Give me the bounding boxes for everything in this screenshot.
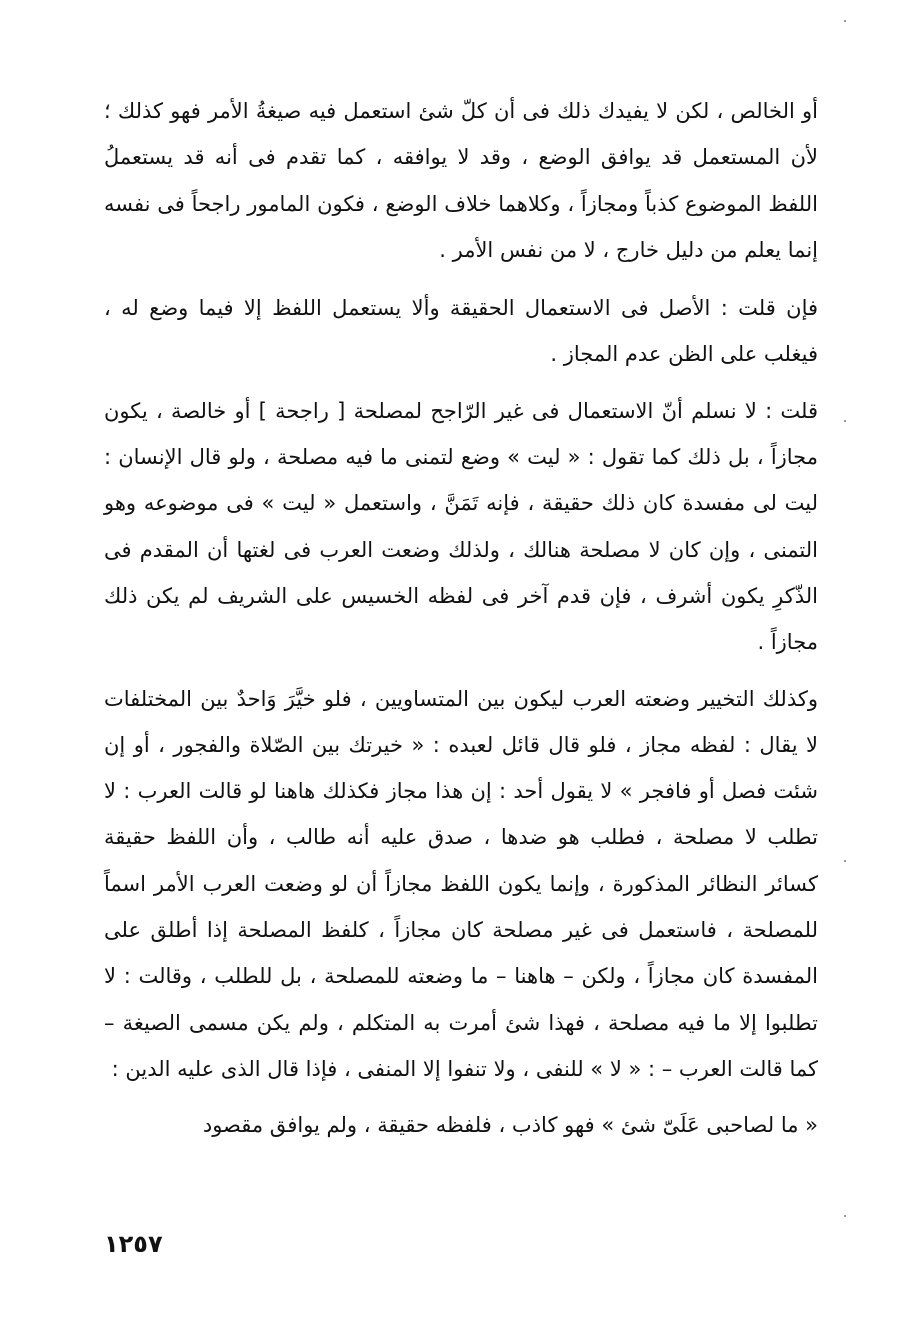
paragraph-4: وكذلك التخيير وضعته العرب ليكون بين المتساويين ، فلو خيَّرَ وَاحدٌ بين المختلفات لا يقال : لفظه مجاز ، فلو قال قائل لعبده : « خيرتك بين الصّلاة والفجور ، أو إن شئت فصل أو فافجر » لا يقول أحد : إن هذا مجاز فكذلك هاهنا لو قالت العرب : لا تطلب لا مصلحة ، فطلب هو ضدها ، صدق عليه أنه طالب ، وأن اللفظ حقيقة كسائر النظائر المذكورة ، وإنما يكون اللفظ مجازاً أن لو وضعت العرب الأمر اسماً للمصلحة ، فاستعمل فى غير مصلحة كان مجازاً ، كلفظ المصلحة إذا أطلق على المفسدة كان مجازاً ، ولكن – هاهنا – ما وضعته للمصلحة ، بل للطلب ، وقالت : لا تطلبوا إلا ما فيه مصلحة ، فهذا شئ أمرت به المتكلم ، ولم يكن مسمى الصيغة – كما قالت العرب – : « لا » للنفى ، ولا تنفوا إلا المنفى ، فإذا قال الذى عليه الدين : (104, 686, 818, 1081)
page-number: ١٢٥٧ (104, 1230, 163, 1258)
scan-edge-mark (844, 1215, 846, 1217)
scan-edge-mark (844, 420, 846, 422)
paragraph-2: فإن قلت : الأصل فى الاستعمال الحقيقة وألا يستعمل اللفظ إلا فيما وضع له ، فيغلب على الظن عدم المجاز . (104, 296, 818, 367)
paragraph-5: « ما لصاحبى عَلَىّ شئ » فهو كاذب ، فلفظه حقيقة ، ولم يوافق مقصود (202, 1113, 818, 1138)
paragraph-1: أو الخالص ، لكن لا يفيدك ذلك فى أن كلّ شئ استعمل فيه صيغةُ الأمر فهو كذلك ؛ لأن المستعمل قد يوافق الوضع ، وقد لا يوافقه ، كما تقدم فى أنه قد يستعملُ اللفظ الموضوع كذباً ومجازاً ، وكلاهما خلاف الوضع ، فكون المامور راجحاً فى نفسه إنما يعلم من دليل خارج ، لا من نفس الأمر . (104, 99, 818, 262)
paragraph-3: قلت : لا نسلم أنّ الاستعمال فى غير الرّاجح لمصلحة [ راجحة ] أو خالصة ، يكون مجازاً ، بل ذلك كما تقول : « ليت » وضع لتمنى ما فيه مصلحة ، ولو قال الإنسان : ليت لى مفسدة كان ذلك حقيقة ، فإنه تَمَنَّ ، واستعمل « ليت » فى موضوعه وهو التمنى ، وإن كان لا مصلحة هنالك ، ولذلك وضعت العرب فى لغتها أن المقدم فى الذّكرِ يكون أشرف ، فإن قدم آخر فى لفظه الخسيس على الشريف لم يكن ذلك مجازاً . (104, 398, 818, 655)
page-body (104, 88, 818, 1149)
scan-edge-mark (844, 860, 846, 862)
scan-edge-mark (844, 20, 846, 22)
